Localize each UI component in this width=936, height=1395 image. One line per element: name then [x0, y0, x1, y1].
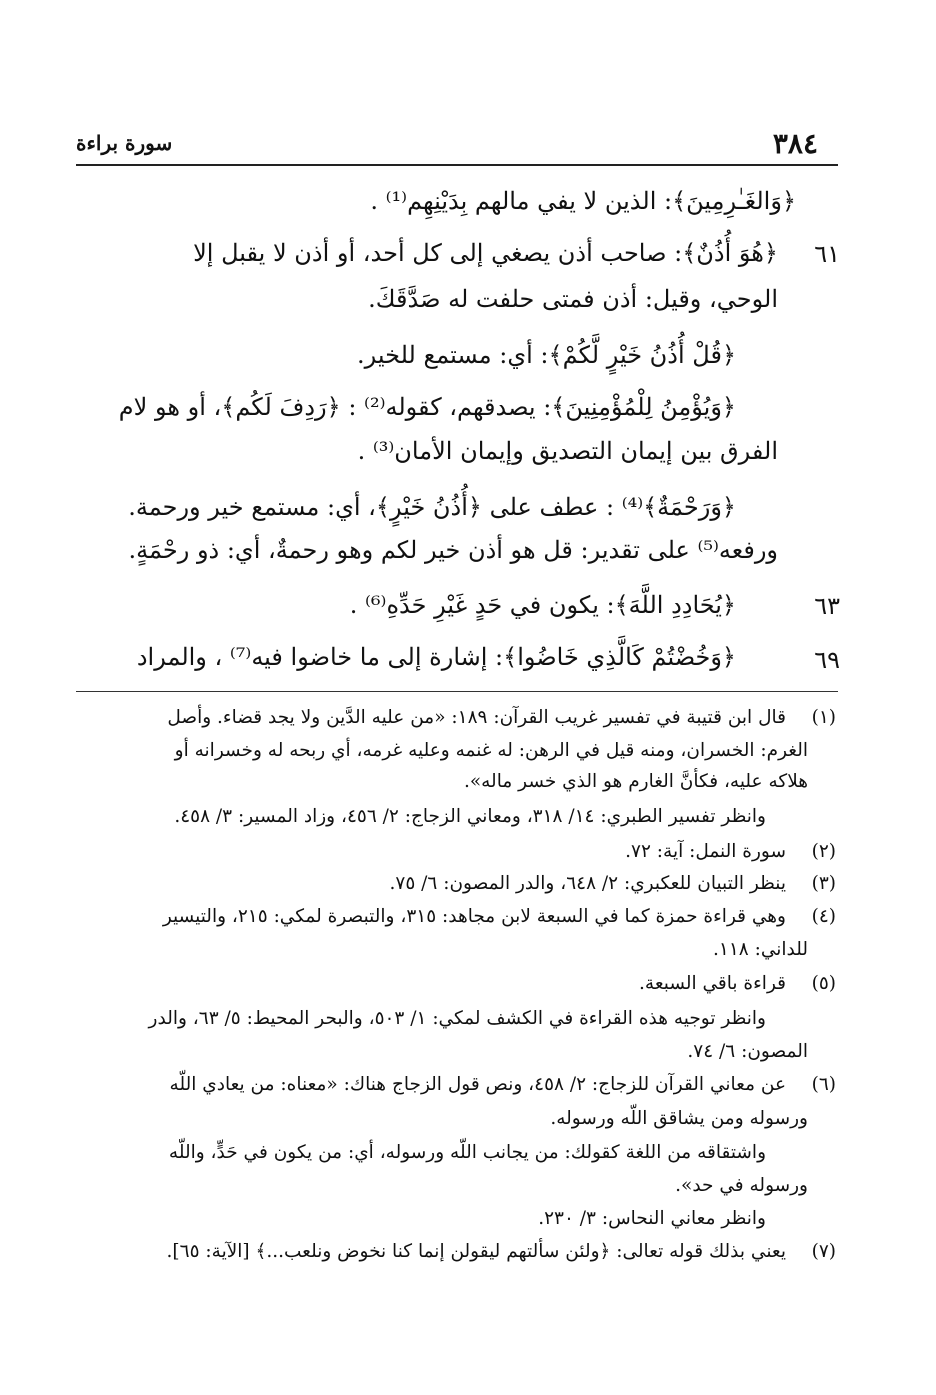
commentary-line: ﴿وَخُضْتُمْ كَالَّذِي خَاضُوا﴾: إشارة إلى ما خاضوا فيه⁽⁷⁾ ، والمراد — [136, 643, 736, 671]
commentary-line: ﴿وَرَحْمَةٌ﴾⁽⁴⁾ : عطف على ﴿أُذُنُ خَيْرٍ﴾، أي: مستمع خير ورحمة. — [128, 493, 736, 521]
footnote-line: ورسوله في حد». — [675, 1175, 808, 1196]
commentary-line: الوحي، وقيل: أذن فمتى حلفت له صَدَّقَكَ. — [368, 285, 778, 313]
header-rule — [76, 164, 838, 166]
footnote-line: وانظر توجيه هذه القراءة في الكشف لمكي: ١/ ٥٠٣، والبحر المحيط: ٥/ ٦٣، والدر — [148, 1008, 766, 1029]
commentary-line: ﴿وَالغَـٰرِمِينَ﴾: الذين لا يفي مالهم بِدَيْنِهِم⁽¹⁾ . — [370, 187, 796, 215]
verse-number: ٦٩ — [814, 646, 840, 674]
footnote-line: قال ابن قتيبة في تفسير غريب القرآن: ١٨٩: «من عليه الدَّين ولا يجد قضاء. وأصل — [167, 707, 786, 728]
footnote-number: (٢) — [811, 841, 836, 862]
verse-number: ٦١ — [814, 240, 840, 268]
footnote-line: سورة النمل: آية: ٧٢. — [625, 841, 786, 862]
footnote-line: ورسوله ومن يشاقق اللّه ورسوله. — [550, 1108, 808, 1129]
running-title: سورة براءة — [76, 131, 173, 155]
footnote-line: وهي قراءة حمزة كما في السبعة لابن مجاهد: ٣١٥، والتبصرة لمكي: ٢١٥، والتيسير — [162, 906, 786, 927]
footnote-number: (٥) — [811, 973, 836, 994]
page-number: ٣٨٤ — [772, 127, 818, 160]
footnote-line: وانظر معاني النحاس: ٣/ ٢٣٠. — [538, 1208, 766, 1229]
footnote-number: (١) — [811, 707, 836, 728]
footnote-line: واشتقاقه من اللغة كقولك: من يجانب اللّه ورسوله، أي: من يكون في حَدٍّ، واللّه — [168, 1142, 766, 1163]
commentary-line: ورفعه⁽⁵⁾ على تقدير: قل هو أذن خير لكم وهو رحمةٌ، أي: ذو رحْمَةٍ. — [128, 536, 778, 564]
footnote-rule — [76, 691, 838, 692]
footnote-line: ينظر التبيان للعكبري: ٢/ ٦٤٨، والدر المصون: ٦/ ٧٥. — [389, 873, 786, 894]
footnote-line: قراءة باقي السبعة. — [639, 973, 786, 994]
footnote-line: يعني بذلك قوله تعالى: ﴿ولئن سألتهم ليقولن إنما كنا نخوض ونلعب...﴾ [الآية: ٦٥]. — [166, 1241, 786, 1262]
footnote-line: المصون: ٦/ ٧٤. — [687, 1041, 808, 1062]
footnote-line: هلاكه عليه، فكأنَّ الغارم هو الذي خسر ماله». — [463, 771, 808, 792]
footnote-line: للداني: ١١٨. — [713, 939, 808, 960]
commentary-line: ﴿هُوَ أُذُنٌ﴾: صاحب أذن يصغي إلى كل أحد، أو أذن لا يقبل إلا — [193, 239, 778, 267]
footnote-number: (٣) — [811, 873, 836, 894]
verse-number: ٦٣ — [814, 592, 840, 620]
commentary-line: ﴿قُلْ أُذُنُ خَيْرٍ لَّكُمْ﴾: أي: مستمع للخير. — [356, 341, 736, 369]
footnote-line: عن معاني القرآن للزجاج: ٢/ ٤٥٨، ونص قول الزجاج هناك: «معناه: من يعادي اللّه — [169, 1074, 786, 1095]
commentary-line: الفرق بين إيمان التصديق وإيمان الأمان⁽³⁾ . — [357, 437, 778, 465]
footnote-line: الغرم: الخسران، ومنه قيل في الرهن: له غنمه وعليه غرمه، أي ربحه له وخسرانه أو — [174, 740, 808, 761]
footnote-number: (٤) — [811, 906, 836, 927]
commentary-line: ﴿يُحَادِدِ اللَّهَ﴾: يكون في حَدٍ غَيْرِ حَدِّهِ⁽⁶⁾ . — [349, 591, 736, 619]
footnote-number: (٧) — [811, 1241, 836, 1262]
footnote-line: وانظر تفسير الطبري: ١٤/ ٣١٨، ومعاني الزجاج: ٢/ ٤٥٦، وزاد المسير: ٣/ ٤٥٨. — [174, 806, 766, 827]
commentary-line: ﴿وَيُؤْمِنُ لِلْمُؤْمِنِينَ﴾: يصدقهم، كقوله⁽²⁾ : ﴿رَدِفَ لَكُم﴾، أو هو لام — [118, 393, 736, 421]
footnote-number: (٦) — [811, 1074, 836, 1095]
